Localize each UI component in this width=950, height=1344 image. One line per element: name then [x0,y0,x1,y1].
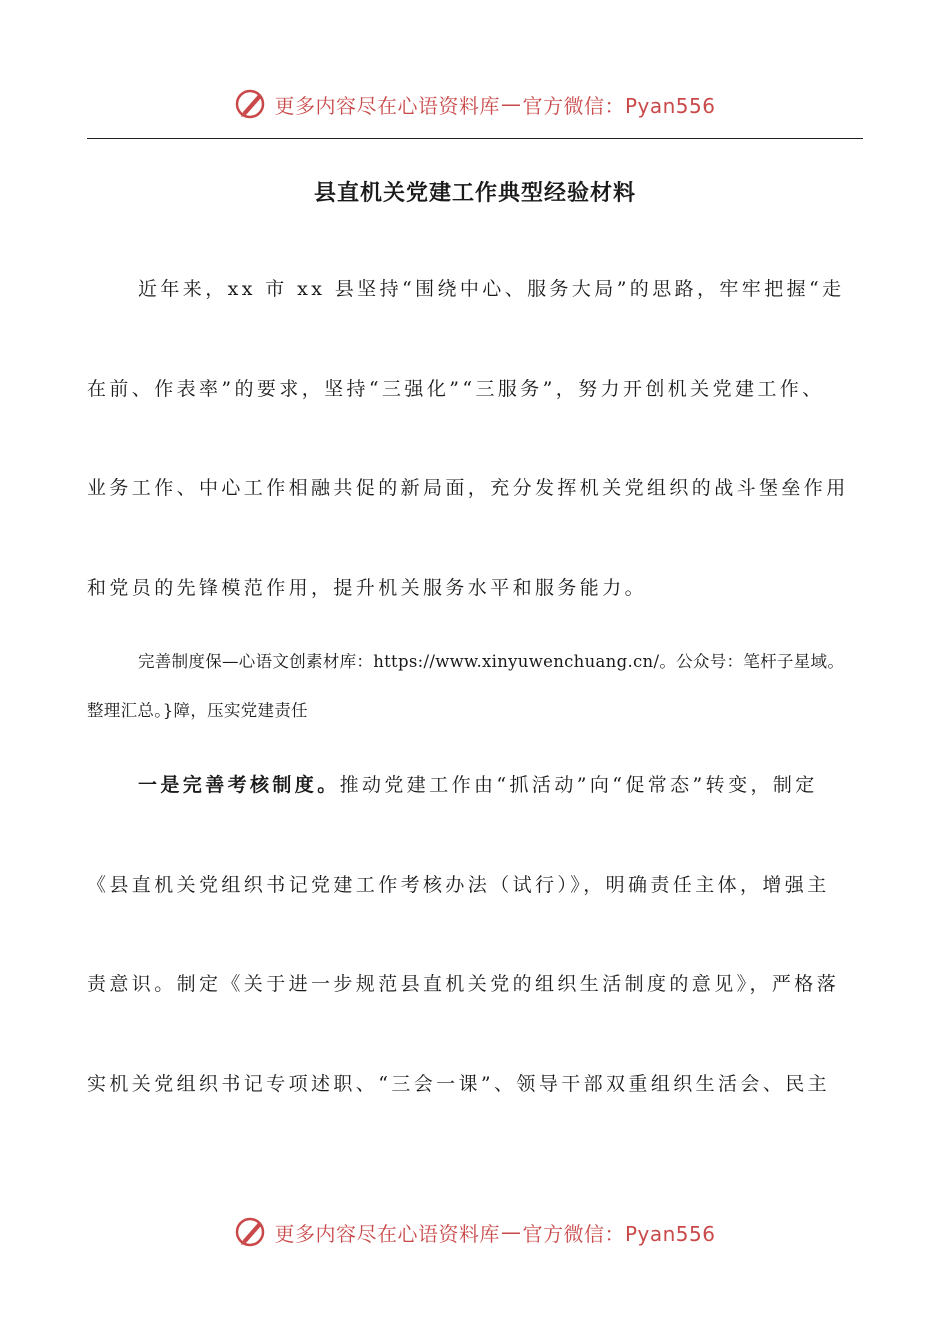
paragraph2-line1-rest: 推动党建工作由“抓活动”向“促常态”转变，制定 [339,774,818,796]
paragraph2-line: 实机关党组织书记专项述职、“三会一课”、领导干部双重组织生活会、民主 [87,1073,831,1095]
notice-line: 完善制度保—心语文创素材库：https://www.xinyuwenchuang.cn/。公众号：笔杆子星域。 [138,652,845,671]
paragraph1-line: 和党员的先锋模范作用，提升机关服务水平和服务能力。 [87,577,648,599]
notice-line: 整理汇总。}障，压实党建责任 [87,701,308,720]
header-watermark [0,84,950,124]
document-title: 县直机关党建工作典型经验材料 [313,180,636,206]
paragraph1-line: 近年来，xx 市 xx 县坚持“围绕中心、服务大局”的思路，牢牢把握“走 [138,278,845,300]
footer-watermark [0,1212,950,1252]
paragraph1-line: 业务工作、中心工作相融共促的新局面，充分发挥机关党组织的战斗堡垒作用 [87,477,849,499]
watermark-wechat: 官方微信：Pyan556 [522,1221,716,1246]
pen-logo-icon [234,87,268,121]
watermark-separator: — [500,92,522,116]
paragraph2-line: 责意识。制定《关于进一步规范县直机关党的组织生活制度的意见》，严格落 [87,973,840,995]
watermark-brand: 更多内容尽在心语资料库 [274,1221,500,1246]
pen-logo-icon [234,1215,268,1249]
header-divider [87,138,863,139]
watermark-separator: — [500,1220,522,1244]
paragraph2-line: 《县直机关党组织书记党建工作考核办法（试行）》，明确责任主体，增强主 [87,874,830,896]
paragraph1-line: 在前、作表率”的要求，坚持“三强化”“三服务”，努力开创机关党建工作、 [87,378,825,400]
watermark-wechat: 官方微信：Pyan556 [522,93,716,118]
paragraph2-first-line [138,770,928,797]
watermark-brand: 更多内容尽在心语资料库 [274,93,500,118]
paragraph2-lead: 一是完善考核制度。 [138,774,340,796]
